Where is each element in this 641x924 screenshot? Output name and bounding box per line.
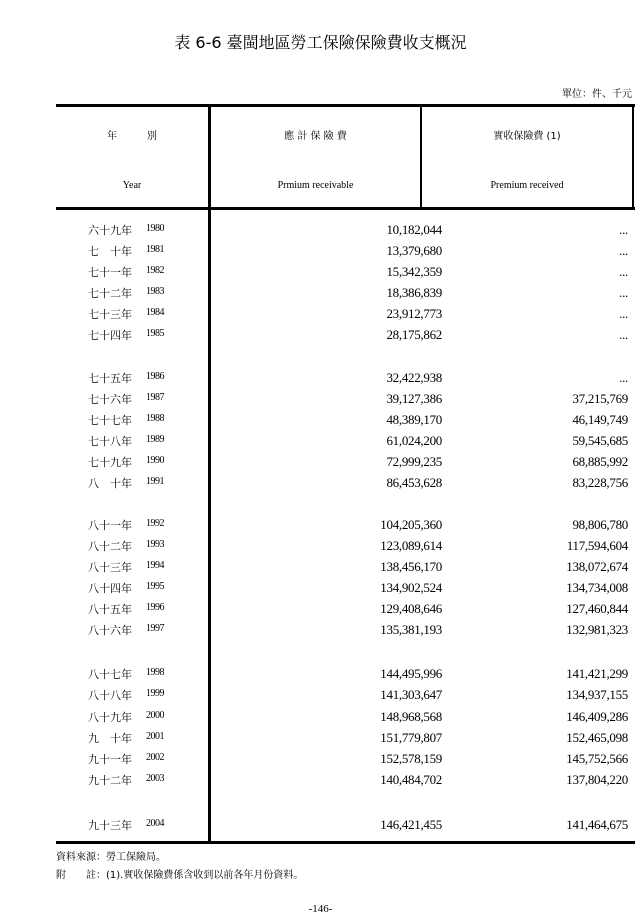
received-value: ... <box>619 285 628 300</box>
roc-year: 九十一年 <box>88 753 132 766</box>
received-value: 141,464,675 <box>566 817 628 832</box>
ad-year: 1997 <box>146 623 164 634</box>
header-bottom-border <box>56 207 635 210</box>
roc-year: 八十一年 <box>88 519 132 532</box>
receivable-value: 10,182,044 <box>386 222 442 237</box>
roc-year: 七 十年 <box>88 245 132 258</box>
table-row <box>56 243 634 264</box>
received-value: 138,072,674 <box>566 559 628 574</box>
received-value: 127,460,844 <box>566 601 628 616</box>
table-row <box>56 391 634 412</box>
received-value: ... <box>619 264 628 279</box>
roc-year: 九 十年 <box>88 732 132 745</box>
roc-year: 八十九年 <box>88 711 132 724</box>
ad-year: 1993 <box>146 539 164 550</box>
receivable-value: 39,127,386 <box>386 391 442 406</box>
table-row <box>56 622 634 643</box>
ad-year: 1995 <box>146 581 164 592</box>
table-row <box>56 580 634 601</box>
ad-year: 1983 <box>146 286 164 297</box>
receivable-value: 86,453,628 <box>386 475 442 490</box>
roc-year: 七十六年 <box>88 393 132 406</box>
header-column-divider <box>420 104 422 210</box>
roc-year: 八 十年 <box>88 477 132 490</box>
receivable-value: 146,421,455 <box>380 817 442 832</box>
received-value: 134,937,155 <box>566 687 628 702</box>
ad-year: 2003 <box>146 773 164 784</box>
table-top-border <box>56 104 635 107</box>
page-title: 表 6-6 臺閩地區勞工保險保險費收支概況 <box>174 33 467 52</box>
received-value: ... <box>619 243 628 258</box>
roc-year: 八十四年 <box>88 582 132 595</box>
roc-year: 七十一年 <box>88 266 132 279</box>
received-value: ... <box>619 306 628 321</box>
ad-year: 1989 <box>146 434 164 445</box>
receivable-value: 135,381,193 <box>380 622 442 637</box>
ad-year: 1988 <box>146 413 164 424</box>
table-row <box>56 454 634 475</box>
ad-year: 1990 <box>146 455 164 466</box>
header-receivable-zh: 應 計 保 險 費 <box>284 131 347 142</box>
roc-year: 九十二年 <box>88 774 132 787</box>
roc-year: 九十三年 <box>88 819 132 832</box>
ad-year: 1999 <box>146 688 164 699</box>
ad-year: 1994 <box>146 560 164 571</box>
receivable-value: 134,902,524 <box>380 580 442 595</box>
roc-year: 七十二年 <box>88 287 132 300</box>
received-value: 134,734,008 <box>566 580 628 595</box>
receivable-value: 13,379,680 <box>386 243 442 258</box>
ad-year: 1991 <box>146 476 164 487</box>
ad-year: 1987 <box>146 392 164 403</box>
table-row <box>56 370 634 391</box>
receivable-value: 123,089,614 <box>380 538 442 553</box>
header-year-zh: 年 別 <box>107 131 157 142</box>
roc-year: 七十八年 <box>88 435 132 448</box>
table-row <box>56 285 634 306</box>
received-value: 37,215,769 <box>572 391 628 406</box>
receivable-value: 61,024,200 <box>386 433 442 448</box>
page-number: -146- <box>308 903 333 915</box>
receivable-value: 152,578,159 <box>380 751 442 766</box>
receivable-value: 148,968,568 <box>380 709 442 724</box>
receivable-value: 23,912,773 <box>386 306 442 321</box>
received-value: ... <box>619 222 628 237</box>
roc-year: 七十七年 <box>88 414 132 427</box>
roc-year: 八十六年 <box>88 624 132 637</box>
receivable-value: 32,422,938 <box>386 370 442 385</box>
ad-year: 1992 <box>146 518 164 529</box>
receivable-value: 151,779,807 <box>380 730 442 745</box>
ad-year: 1984 <box>146 307 164 318</box>
receivable-value: 104,205,360 <box>380 517 442 532</box>
table-row <box>56 222 634 243</box>
footnote: 附 註：(1).實收保險費係含收到以前各年月份資料。 <box>56 870 304 881</box>
received-value: 141,421,299 <box>566 666 628 681</box>
ad-year: 1985 <box>146 328 164 339</box>
received-value: 152,465,098 <box>566 730 628 745</box>
received-value: 117,594,604 <box>566 538 628 553</box>
receivable-value: 48,389,170 <box>386 412 442 427</box>
unit-label: 單位：件、千元 <box>562 89 632 100</box>
ad-year: 1980 <box>146 223 164 234</box>
receivable-value: 72,999,235 <box>386 454 442 469</box>
roc-year: 七十五年 <box>88 372 132 385</box>
roc-year: 八十二年 <box>88 540 132 553</box>
ad-year: 1981 <box>146 244 164 255</box>
ad-year: 2000 <box>146 710 164 721</box>
receivable-value: 140,484,702 <box>380 772 442 787</box>
header-received-en: Premium received <box>490 180 564 191</box>
roc-year: 七十三年 <box>88 308 132 321</box>
roc-year: 八十五年 <box>88 603 132 616</box>
roc-year: 七十四年 <box>88 329 132 342</box>
received-value: 146,409,286 <box>566 709 628 724</box>
source-note: 資料來源：勞工保險局。 <box>56 852 166 863</box>
receivable-value: 129,408,646 <box>380 601 442 616</box>
ad-year: 2004 <box>146 818 164 829</box>
table-row <box>56 709 634 730</box>
ad-year: 2002 <box>146 752 164 763</box>
roc-year: 八十三年 <box>88 561 132 574</box>
header-year-en: Year <box>122 180 142 191</box>
receivable-value: 15,342,359 <box>386 264 442 279</box>
header-received-zh: 實收保險費 (1) <box>493 131 561 142</box>
received-value: 98,806,780 <box>572 517 628 532</box>
table-row <box>56 559 634 580</box>
ad-year: 1996 <box>146 602 164 613</box>
table-row <box>56 601 634 622</box>
received-value: 137,804,220 <box>566 772 628 787</box>
received-value: 46,149,749 <box>572 412 628 427</box>
table-row <box>56 817 634 838</box>
received-value: 83,228,756 <box>572 475 628 490</box>
table-row <box>56 730 634 751</box>
roc-year: 七十九年 <box>88 456 132 469</box>
table-row <box>56 412 634 433</box>
received-value: 132,981,323 <box>566 622 628 637</box>
receivable-value: 141,303,647 <box>380 687 442 702</box>
table-row <box>56 433 634 454</box>
receivable-value: 18,386,839 <box>386 285 442 300</box>
received-value: 59,545,685 <box>572 433 628 448</box>
table-bottom-border <box>56 841 635 844</box>
received-value: 145,752,566 <box>566 751 628 766</box>
table-row <box>56 538 634 559</box>
table-row <box>56 327 634 348</box>
ad-year: 2001 <box>146 731 164 742</box>
ad-year: 1998 <box>146 667 164 678</box>
table-row <box>56 772 634 793</box>
table-row <box>56 687 634 708</box>
roc-year: 八十七年 <box>88 668 132 681</box>
received-value: 68,885,992 <box>572 454 628 469</box>
table-row <box>56 751 634 772</box>
roc-year: 六十九年 <box>88 224 132 237</box>
received-value: ... <box>619 370 628 385</box>
ad-year: 1986 <box>146 371 164 382</box>
roc-year: 八十八年 <box>88 689 132 702</box>
header-right-border <box>632 104 634 210</box>
table-row <box>56 666 634 687</box>
header-receivable-en: Prmium receivable <box>277 180 354 191</box>
received-value: ... <box>619 327 628 342</box>
receivable-value: 138,456,170 <box>380 559 442 574</box>
table-row <box>56 264 634 285</box>
table-row <box>56 475 634 496</box>
receivable-value: 144,495,996 <box>380 666 442 681</box>
table-row <box>56 306 634 327</box>
receivable-value: 28,175,862 <box>386 327 442 342</box>
ad-year: 1982 <box>146 265 164 276</box>
table-row <box>56 517 634 538</box>
